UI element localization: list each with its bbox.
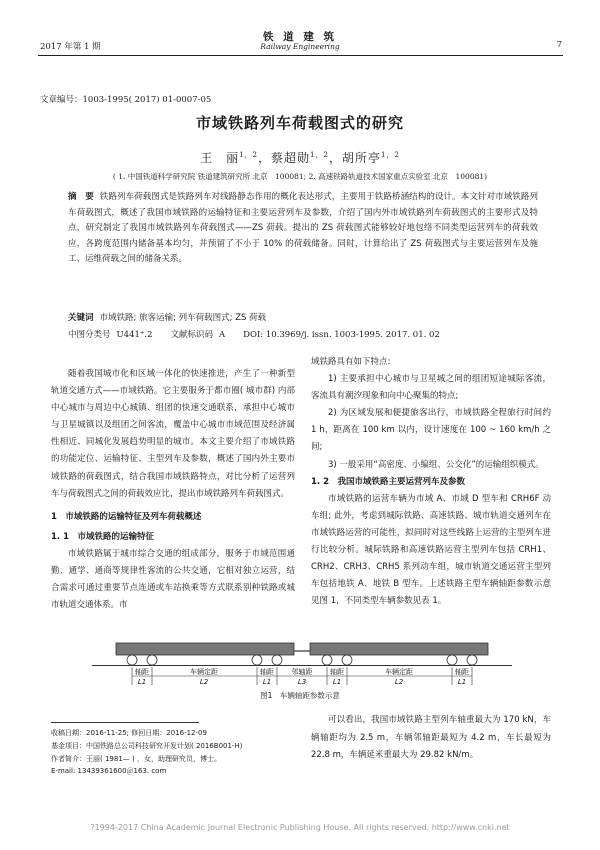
dim-label: 轴距 — [455, 668, 469, 676]
dim-label: 轴距 — [260, 668, 274, 676]
car-body-right — [310, 643, 488, 655]
abstract-text: 铁路列车荷载图式是铁路列车对线路静态作用的概化表达形式，主要用于铁路桥涵结构的设计。本文针对市域铁路列车荷载图式，概述了我国市域铁路的运输特征和主要运营列车及参数，介绍了国内外市域铁路列车荷载图式的主要形式及特点，研究制定了我国市域铁路列车荷载图式——ZS 荷载。提出的 ZS 荷载图式能够较好地包络不同类型运营列车的荷载效应，各跨度范围内储备基本均匀，并预留了不小于 10% 的荷载储备。同时，计算给出了 ZS 荷载图式与主要运营列车及施工、运维荷载之间的储备关系。 — [68, 192, 538, 265]
wheel — [272, 655, 282, 665]
car-body-left — [116, 643, 294, 655]
dim-sublabel: L2 — [394, 678, 404, 686]
dim-sublabel: L1 — [332, 678, 342, 686]
dim-sublabel: L1 — [137, 678, 147, 686]
doi: DOI: 10.3969/j. issn. 1003-1995. 2017. 01. 02 — [243, 330, 440, 340]
wheel — [467, 655, 477, 665]
intro-paragraph: 随着我国城市化和区域一体化的快速推进，产生了一种新型轨道交通方式——市域铁路。它主要服务于都市圈( 城市群) 内部中心城市与周边中心城镇、组团的快速交通联系，承担中心城市与卫星城镇以及组团之间客流，覆盖中心城市市域范围及经济属性相近、同城化发展趋势明显的城市。本文主要介绍了市域铁路的功能定位、运输特征、主型列车及参数，概述了国内外主要市域铁路的荷载图式，结合我国市域铁路特点，对比分析了运营列车与荷载图式之间的荷载效应比，提出市域铁路列车荷载图式。 — [51, 369, 295, 499]
figure-wheelbase-diagram — [92, 642, 512, 686]
wheel — [447, 655, 457, 665]
dim-label: 轴距 — [330, 668, 344, 676]
section-1-2-heading: 1. 2 我国市域铁路主要运营列车及参数 — [311, 476, 466, 487]
dim-label: 邻轴距 — [291, 668, 313, 676]
summary-paragraph: 可以看出，我国市域铁路主型列车轴重最大为 170 kN，车辆轴距均为 2.5 m，车辆邻轴距最短为 4.2 m，车长最短为 22.8 m，车辆延米重最大为 29.82 kN/m。 — [311, 715, 551, 761]
wheel — [322, 655, 332, 665]
author-name: 蔡超勋 — [271, 151, 311, 165]
right-column — [311, 354, 551, 610]
section-1-heading: 1 市域铁路的运输特征及列车荷载概述 — [51, 511, 202, 522]
author-separator: ， — [258, 151, 272, 165]
page-number: 7 — [556, 40, 562, 50]
journal-title-cn: 铁 道 建 筑 — [263, 31, 337, 43]
dim-label: 车辆定距 — [190, 668, 218, 676]
wheel — [342, 655, 352, 665]
copyright-footer: ?1994-2017 China Academic Journal Electronic Publishing House. All rights reserved. http://www.cnki.net — [90, 823, 510, 832]
doc-code-label: 文献标识码 — [170, 330, 214, 340]
author-name: 王 丽 — [200, 151, 240, 165]
received-date: 收稿日期：2016-11-25; 修回日期：2016-12-09 — [51, 729, 207, 737]
section-1-2-paragraph: 市域铁路的运营车辆为市域 A、市域 D 型车和 CRH6F 动车组; 此外，考虑到城际铁路、高速铁路、城市轨道交通列车在市域铁路运营的可能性，拟同时对这些线路上运营的主型列车进行比较分析。城际铁路和高速铁路运营主型列车包括 CRH1、CRH2、CRH3、CRH5 系列动车组，城市轨道交通运营主型列车包括地铁 A、地铁 B 型车。上述铁路主型车辆轴距参数示意见图 1，不同类型车辆参数见表 1。 — [311, 493, 551, 607]
author-list — [0, 149, 600, 166]
author-affil-mark: 1，2 — [381, 151, 400, 159]
keywords-text: 市域铁路; 旅客运输; 列车荷载图式; ZS 荷载 — [99, 313, 267, 323]
section-1-1-paragraph: 市域铁路属于城市综合交通的组成部分，服务于市域范围通勤、通学、通商等规律性客流的公共交通，它相对独立运营，结合需求可通过重要节点连通或车站换乘等方式联系别种铁路或城市轨道交通体系。市 — [51, 548, 295, 611]
right-column-tail — [311, 712, 551, 765]
left-column — [51, 366, 295, 614]
journal-title-en: Railway Engineering — [260, 42, 340, 51]
paper-title: 市域铁路列车荷载图式的研究 — [195, 114, 404, 132]
features-lead: 域铁路具有如下特点: — [311, 357, 391, 367]
classification-line — [68, 328, 548, 340]
fund-info: 基金项目：中国铁路总公司科技研究开发计划( 2016B001-H) — [51, 741, 243, 750]
dim-sublabel: L2 — [199, 678, 209, 686]
author-email: E-mail: 13439361600＠163. com — [51, 767, 167, 776]
dim-sublabel: L1 — [262, 678, 272, 686]
author-affil-mark: 1，2 — [239, 151, 259, 159]
abstract — [68, 190, 538, 268]
feature-item: 3) 一般采用“高密度、小编组、公交化”的运输组织模式。 — [328, 459, 544, 470]
author-separator: ， — [328, 151, 342, 165]
article-number: 文章编号：1003-1995( 2017) 01-0007-05 — [40, 95, 212, 105]
clc-label: 中图分类号 — [68, 330, 111, 340]
wheel — [127, 655, 137, 665]
author-bio: 作者简介：王丽( 1981— ) ，女，助理研究员，博士。 — [51, 754, 221, 763]
feature-item: 2) 为区域发展和便捷旅客出行，市域铁路全程旅行时间约 1 h，距离在 100 km 以内，设计速度在 100 ~ 160 km/h 之间; — [311, 408, 551, 453]
footnote-divider — [51, 722, 199, 723]
keywords — [68, 311, 538, 323]
wheel — [252, 655, 262, 665]
affiliations: ( 1. 中国铁道科学研究院 铁道建筑研究所 北京 100081; 2. 高速铁路轨道技术国家重点实验室 北京 100081) — [112, 172, 488, 181]
section-1-1-heading: 1. 1 市域铁路的运输特征 — [51, 531, 155, 542]
doc-code: A — [219, 330, 226, 340]
wheel — [147, 655, 157, 665]
author-name: 胡所亭 — [341, 151, 381, 165]
dim-sublabel: L1 — [457, 678, 467, 686]
keywords-label: 关键词 — [68, 313, 94, 323]
header-divider — [38, 55, 563, 56]
clc-code: U441⁺.2 — [116, 330, 153, 340]
dim-label: 车辆定距 — [385, 668, 413, 676]
wheels — [127, 655, 477, 665]
issue-label: 2017 年第 1 期 — [40, 42, 101, 52]
footnotes — [51, 727, 301, 778]
feature-item: 1) 主要承担中心城市与卫星城之间的组团短途城际客流，客流具有潮汐现象和向中心聚集的特点; — [311, 374, 551, 402]
abstract-label: 摘 要 — [68, 192, 94, 202]
dim-sublabel: L3 — [297, 678, 307, 686]
dim-label: 轴距 — [135, 668, 149, 676]
author-affil-mark: 1，2 — [310, 151, 329, 159]
figure-caption: 图1 车辆轴距参数示意 — [260, 691, 340, 700]
